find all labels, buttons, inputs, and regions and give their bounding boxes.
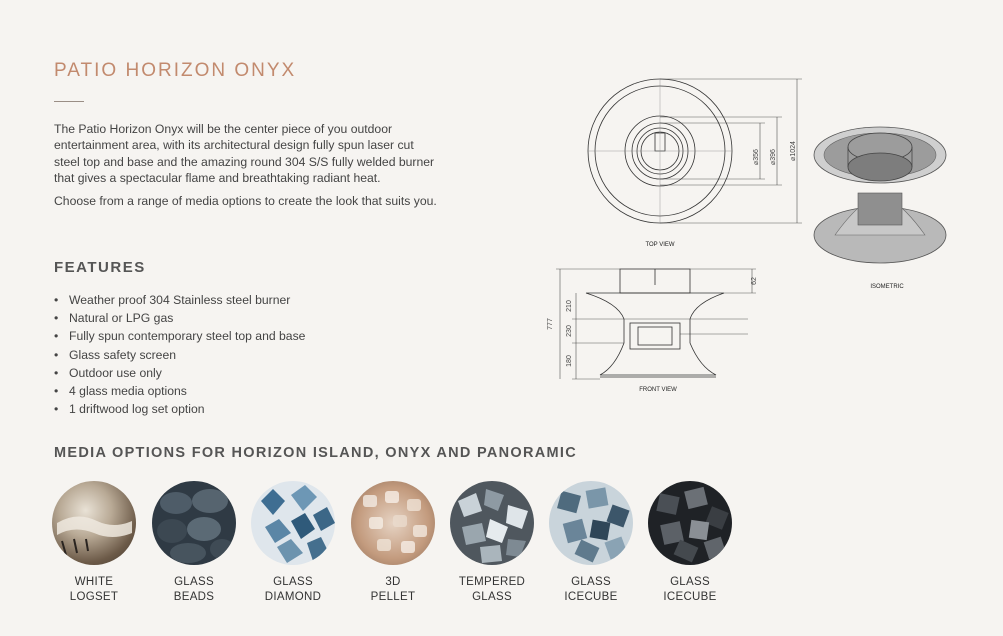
dimension-396: ⌀396 bbox=[770, 149, 777, 165]
front-view-label: FRONT VIEW bbox=[639, 387, 677, 393]
feature-text: Weather proof 304 Stainless steel burner bbox=[69, 293, 291, 307]
glass-diamond-swatch-icon bbox=[251, 481, 335, 565]
log-shape-icon bbox=[52, 481, 136, 565]
feature-item bbox=[54, 382, 305, 400]
icecube-blue-swatch-icon bbox=[549, 481, 633, 565]
dimension-62: 62 bbox=[751, 277, 758, 285]
feature-item bbox=[54, 327, 305, 345]
bullet-icon: • bbox=[54, 347, 59, 362]
bullet-icon: • bbox=[54, 365, 59, 380]
diamond-shape-icon bbox=[251, 481, 335, 565]
bullet-icon: • bbox=[54, 402, 59, 417]
pellet-swatch-icon bbox=[351, 481, 435, 565]
top-view-label: TOP VIEW bbox=[645, 242, 675, 248]
feature-text: 4 glass media options bbox=[69, 383, 187, 398]
feature-item bbox=[54, 291, 305, 309]
feature-text: 1 driftwood log set option bbox=[69, 402, 205, 417]
media-option-label: 3D PELLET bbox=[370, 576, 416, 603]
media-option-label: TEMPERED GLASS bbox=[458, 576, 526, 603]
dimension-180: 180 bbox=[566, 355, 573, 367]
dimension-210: 210 bbox=[566, 300, 573, 312]
isometric-label: ISOMETRIC bbox=[870, 284, 904, 290]
description-paragraph-1: The Patio Horizon Onyx will be the center piece of you outdoor entertainment area, with its architectural design fully spun laser cut steel top and base and the amazing round 304 S/S fully welded burner that gives a spectacular flame and breathtaking radiant heat. bbox=[54, 122, 435, 186]
feature-item bbox=[54, 309, 305, 327]
media-option-glass-icecube-blue[interactable] bbox=[541, 481, 641, 605]
feature-text: Glass safety screen bbox=[69, 347, 177, 362]
feature-item bbox=[54, 346, 305, 364]
tempered-shape-icon bbox=[450, 481, 534, 565]
icecube-black-swatch-icon bbox=[648, 481, 732, 565]
bullet-icon: • bbox=[54, 311, 59, 326]
tempered-glass-swatch-icon bbox=[450, 481, 534, 565]
media-option-label: WHITE LOGSET bbox=[69, 576, 119, 603]
technical-drawing bbox=[520, 75, 960, 405]
front-view-drawing bbox=[556, 269, 756, 379]
media-option-label: GLASS ICECUBE bbox=[663, 576, 717, 603]
media-option-glass-icecube-black[interactable] bbox=[640, 481, 740, 605]
media-option-glass-diamond[interactable] bbox=[243, 481, 343, 605]
media-option-glass-beads[interactable] bbox=[144, 481, 244, 605]
feature-text: Natural or LPG gas bbox=[69, 311, 174, 326]
media-option-label: GLASS BEADS bbox=[173, 576, 215, 603]
beads-shape-icon bbox=[152, 481, 236, 565]
features-list bbox=[54, 291, 305, 418]
description-paragraph-2: Choose from a range of media options to create the look that suits you. bbox=[54, 193, 437, 208]
feature-text: Fully spun contemporary steel top and base bbox=[69, 329, 306, 344]
media-option-tempered-glass[interactable] bbox=[442, 481, 542, 605]
title-divider bbox=[54, 101, 84, 102]
isometric-drawing bbox=[814, 127, 946, 263]
white-logset-swatch-icon bbox=[52, 481, 136, 565]
features-heading: FEATURES bbox=[54, 259, 146, 276]
pellet-shape-icon bbox=[351, 481, 435, 565]
glass-beads-swatch-icon bbox=[152, 481, 236, 565]
media-option-3d-pellet[interactable] bbox=[343, 481, 443, 605]
feature-text: Outdoor use only bbox=[69, 365, 162, 380]
media-option-label: GLASS DIAMOND bbox=[264, 576, 322, 603]
icecube-black-shape-icon bbox=[648, 481, 732, 565]
dimension-777: 777 bbox=[547, 318, 554, 330]
media-option-label: GLASS ICECUBE bbox=[564, 576, 618, 603]
dimension-230: 230 bbox=[566, 325, 573, 337]
media-options-heading: MEDIA OPTIONS FOR HORIZON ISLAND, ONYX AND PANORAMIC bbox=[54, 445, 578, 461]
feature-item bbox=[54, 364, 305, 382]
icecube-blue-shape-icon bbox=[549, 481, 633, 565]
dimension-1024: ⌀1024 bbox=[790, 141, 797, 161]
product-title: PATIO HORIZON ONYX bbox=[54, 60, 297, 81]
bullet-icon: • bbox=[54, 383, 59, 398]
bullet-icon: • bbox=[54, 293, 59, 307]
feature-item bbox=[54, 400, 305, 418]
product-description bbox=[54, 121, 439, 215]
dimension-356: ⌀356 bbox=[753, 149, 760, 165]
bullet-icon: • bbox=[54, 329, 59, 344]
media-option-white-logset[interactable] bbox=[44, 481, 144, 605]
